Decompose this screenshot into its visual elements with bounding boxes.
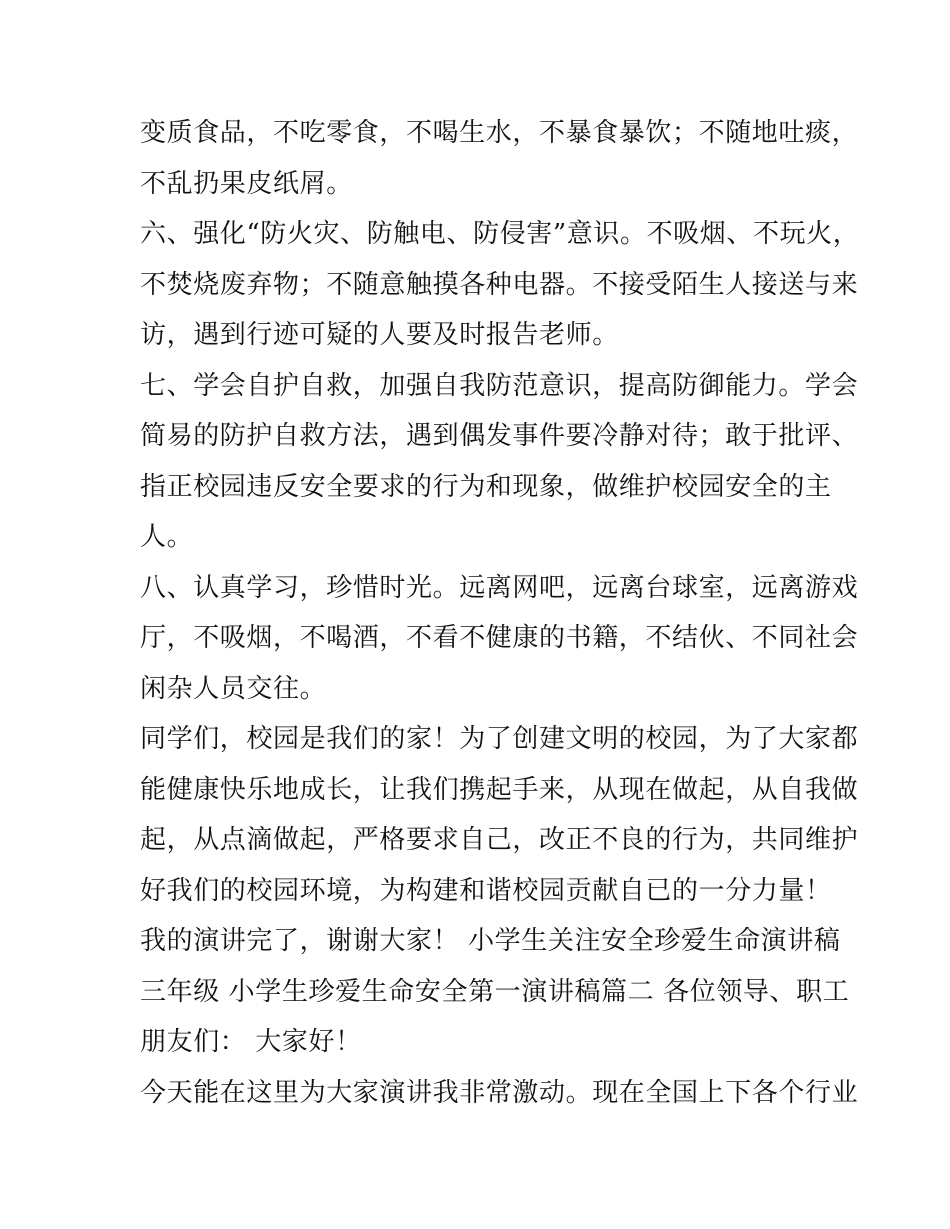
text-line: 六、强化“防火灾、防触电、防侵害”意识。不吸烟、不玩火， bbox=[140, 219, 860, 249]
text-line: 人。 bbox=[140, 522, 194, 552]
text-line: 起，从点滴做起，严格要求自己，改正不良的行为，共同维护 bbox=[140, 825, 859, 855]
text-line: 能健康快乐地成长，让我们携起手来，从现在做起，从自我做 bbox=[140, 774, 859, 805]
text-line: 闲杂人员交往。 bbox=[140, 673, 327, 704]
text-line: 简易的防护自救方法，遇到偶发事件要冷静对待；敢于批评、 bbox=[140, 421, 859, 451]
text-line: 同学们，校园是我们的家！为了创建文明的校园，为了大家都 bbox=[140, 724, 859, 754]
text-line: 三年级 小学生珍爱生命安全第一演讲稿篇二 各位领导、职工 bbox=[140, 976, 850, 1007]
text-line: 八、认真学习，珍惜时光。远离网吧，远离台球室，远离游戏 bbox=[140, 572, 859, 603]
text-line: 今天能在这里为大家演讲我非常激动。现在全国上下各个行业 bbox=[140, 1077, 859, 1108]
text-line: 朋友们： 大家好！ bbox=[140, 1027, 362, 1057]
text-line: 不乱扔果皮纸屑。 bbox=[140, 168, 353, 199]
text-line: 不焚烧废弃物；不随意触摸各种电器。不接受陌生人接送与来 bbox=[140, 269, 859, 300]
document-body bbox=[140, 108, 860, 1118]
text-line: 七、学会自护自救，加强自我防范意识，提高防御能力。学会 bbox=[140, 370, 859, 401]
text-line: 指正校园违反安全要求的行为和现象，做维护校园安全的主 bbox=[140, 471, 832, 502]
text-line: 变质食品，不吃零食，不喝生水，不暴食暴饮；不随地吐痰， bbox=[140, 118, 859, 148]
text-line: 访，遇到行迹可疑的人要及时报告老师。 bbox=[140, 320, 619, 350]
text-line: 厅，不吸烟，不喝酒，不看不健康的书籍，不结伙、不同社会 bbox=[140, 623, 859, 653]
text-line: 好我们的校园环境，为构建和谐校园贡献自已的一分力量！ bbox=[140, 875, 832, 906]
text-line: 我的演讲完了，谢谢大家！ 小学生关注安全珍爱生命演讲稿 bbox=[140, 926, 841, 956]
